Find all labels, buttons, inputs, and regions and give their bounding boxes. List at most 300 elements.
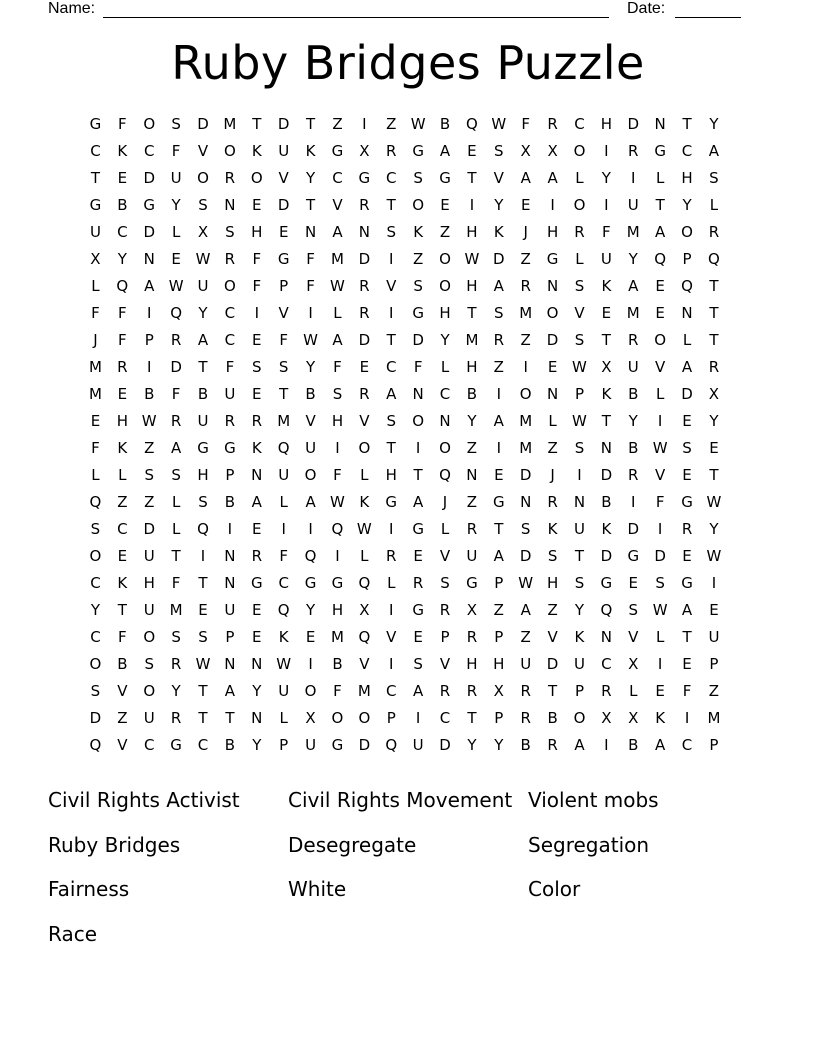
grid-letter: T (117, 601, 127, 619)
grid-letter: D (546, 331, 559, 349)
grid-letter: I (415, 439, 421, 457)
grid-letter: M (88, 385, 102, 403)
grid-letter: M (88, 358, 102, 376)
grid-letter: H (116, 412, 128, 430)
grid-letter: T (225, 709, 235, 727)
grid-letter: G (412, 601, 424, 619)
grid-letter: E (198, 601, 208, 619)
grid-letter: S (198, 628, 208, 646)
grid-letter: M (330, 250, 344, 268)
grid-letter: E (709, 439, 719, 457)
grid-letter: U (520, 655, 532, 673)
grid-letter: F (171, 142, 181, 160)
grid-row (82, 705, 754, 732)
grid-letter: D (493, 250, 505, 268)
grid-letter: O (439, 250, 451, 268)
word-list-item: Civil Rights Activist (48, 788, 240, 813)
grid-letter: D (143, 520, 155, 538)
grid-letter: Y (682, 196, 692, 214)
grid-letter: O (304, 682, 317, 700)
word-list-row (48, 823, 768, 868)
grid-letter: N (600, 628, 612, 646)
grid-letter: I (227, 520, 233, 538)
grid-letter: R (466, 682, 478, 700)
grid-letter: H (251, 223, 263, 241)
grid-letter: U (278, 466, 290, 484)
grid-letter: V (547, 628, 558, 646)
grid-letter: M (519, 304, 533, 322)
grid-letter: O (331, 709, 344, 727)
grid-letter: I (308, 520, 313, 538)
grid-letter: T (467, 709, 477, 727)
grid-letter: Q (304, 547, 317, 565)
word-list-item: Race (48, 921, 98, 946)
name-blank-line (103, 17, 609, 18)
grid-letter: A (305, 493, 316, 511)
grid-letter: R (251, 412, 262, 430)
grid-letter: L (333, 304, 342, 322)
grid-letter: L (91, 277, 100, 295)
grid-letter: Y (494, 196, 504, 214)
grid-letter: X (601, 358, 612, 376)
grid-letter: C (143, 142, 155, 160)
grid-letter: S (90, 520, 101, 538)
grid-letter: S (440, 574, 450, 592)
grid-letter: Y (198, 304, 208, 322)
grid-letter: Z (117, 709, 128, 727)
grid-letter: E (305, 628, 316, 646)
grid-letter: D (600, 466, 613, 484)
grid-letter: M (277, 412, 291, 430)
grid-letter: T (198, 358, 208, 376)
grid-letter: K (547, 520, 558, 538)
grid-letter: O (573, 709, 586, 727)
grid-letter: R (359, 385, 370, 403)
grid-letter: V (655, 466, 666, 484)
grid-letter: P (279, 277, 289, 295)
grid-letter: O (143, 682, 156, 700)
grid-letter: S (171, 628, 181, 646)
grid-letter: E (601, 304, 612, 322)
grid-letter: I (523, 358, 528, 376)
grid-letter: K (305, 142, 316, 160)
grid-letter: Z (386, 115, 397, 133)
grid-letter: T (386, 196, 396, 214)
grid-letter: I (389, 601, 394, 619)
grid-letter: Q (277, 601, 290, 619)
grid-letter: S (278, 358, 289, 376)
grid-letter: Y (628, 250, 638, 268)
grid-letter: R (466, 520, 478, 538)
grid-letter: C (117, 520, 128, 538)
grid-row (82, 651, 754, 678)
grid-letter: D (627, 520, 640, 538)
grid-letter: R (224, 412, 236, 430)
grid-letter: S (520, 520, 531, 538)
grid-letter: F (91, 439, 100, 457)
grid-letter: Y (305, 601, 316, 619)
grid-letter: A (197, 331, 209, 349)
grid-letter: A (413, 493, 424, 511)
grid-letter: N (573, 493, 586, 511)
grid-letter: D (358, 331, 371, 349)
grid-letter: G (304, 574, 317, 592)
grid-letter: V (439, 547, 451, 565)
grid-letter: P (574, 682, 584, 700)
grid-letter: G (89, 115, 102, 133)
grid-letter: R (224, 250, 236, 268)
grid-letter: S (574, 439, 585, 457)
grid-letter: O (143, 628, 156, 646)
grid-letter: Y (171, 196, 181, 214)
grid-letter: G (681, 493, 693, 511)
grid-letter: O (304, 466, 317, 484)
grid-letter: O (358, 709, 371, 727)
grid-letter: I (550, 196, 555, 214)
grid-letter: F (91, 304, 100, 322)
grid-letter: E (520, 196, 531, 214)
grid-row (82, 219, 754, 246)
grid-letter: E (467, 142, 477, 160)
grid-letter: E (117, 547, 128, 565)
grid-letter: Y (709, 115, 719, 133)
grid-letter: V (628, 628, 639, 646)
word-list-row (48, 778, 768, 823)
grid-letter: U (466, 547, 478, 565)
grid-letter: Y (601, 169, 611, 187)
grid-letter: U (89, 223, 101, 241)
grid-letter: Y (709, 520, 719, 538)
grid-letter: W (518, 574, 534, 592)
grid-letter: U (224, 601, 236, 619)
grid-letter: P (709, 655, 719, 673)
grid-letter: K (117, 574, 128, 592)
grid-letter: L (575, 250, 584, 268)
grid-letter: E (252, 601, 262, 619)
grid-letter: T (198, 682, 208, 700)
grid-letter: S (144, 655, 154, 673)
grid-letter: Y (171, 682, 181, 700)
grid-letter: C (117, 223, 128, 241)
grid-letter: P (144, 331, 154, 349)
grid-letter: Q (89, 736, 102, 754)
grid-letter: B (628, 736, 639, 754)
grid-letter: H (466, 358, 478, 376)
grid-letter: B (628, 385, 639, 403)
grid-letter: A (170, 439, 182, 457)
grid-letter: N (224, 574, 236, 592)
grid-letter: J (523, 223, 528, 241)
grid-letter: R (520, 682, 531, 700)
grid-letter: B (332, 655, 343, 673)
grid-letter: Q (708, 250, 720, 268)
grid-letter: M (626, 304, 640, 322)
grid-letter: E (413, 628, 423, 646)
grid-letter: M (465, 331, 479, 349)
grid-letter: O (89, 655, 102, 673)
grid-letter: X (90, 250, 101, 268)
grid-letter: U (224, 385, 236, 403)
grid-letter: E (709, 601, 719, 619)
grid-letter: T (682, 115, 692, 133)
grid-letter: Z (117, 493, 128, 511)
grid-letter: X (466, 601, 478, 619)
grid-letter: R (547, 115, 558, 133)
grid-letter: F (655, 493, 665, 511)
grid-letter: W (572, 412, 587, 430)
grid-letter: R (170, 331, 182, 349)
grid-letter: W (491, 115, 507, 133)
grid-letter: U (627, 196, 639, 214)
grid-letter: I (496, 385, 502, 403)
grid-letter: A (493, 547, 504, 565)
grid-letter: I (389, 250, 394, 268)
grid-letter: D (143, 169, 155, 187)
grid-letter: O (358, 439, 371, 457)
grid-letter: T (413, 466, 423, 484)
grid-row (82, 408, 754, 435)
grid-letter: M (223, 115, 237, 133)
grid-letter: I (496, 439, 502, 457)
grid-letter: X (628, 709, 639, 727)
grid-letter: V (117, 736, 128, 754)
grid-letter: J (442, 493, 448, 511)
grid-letter: W (168, 277, 184, 295)
grid-letter: O (250, 169, 263, 187)
date-blank-line (675, 17, 741, 18)
grid-letter: L (360, 547, 369, 565)
grid-letter: U (278, 142, 290, 160)
grid-letter: D (627, 115, 640, 133)
grid-letter: T (494, 520, 504, 538)
grid-letter: A (520, 601, 531, 619)
grid-letter: P (682, 250, 692, 268)
grid-letter: O (573, 196, 586, 214)
grid-letter: K (359, 493, 370, 511)
grid-letter: Q (358, 574, 371, 592)
grid-letter: Q (331, 520, 344, 538)
grid-letter: Z (547, 439, 558, 457)
grid-letter: E (413, 547, 423, 565)
grid-letter: T (386, 439, 396, 457)
word-list-item: Ruby Bridges (48, 832, 181, 857)
grid-letter: P (574, 385, 584, 403)
grid-letter: W (330, 493, 345, 511)
grid-letter: L (118, 466, 127, 484)
grid-row (82, 300, 754, 327)
grid-letter: I (604, 196, 609, 214)
grid-letter: H (331, 412, 344, 430)
grid-row (82, 462, 754, 489)
grid-letter: X (359, 601, 370, 619)
grid-letter: V (386, 277, 397, 295)
grid-letter: T (655, 196, 665, 214)
grid-letter: Z (466, 439, 478, 457)
grid-letter: T (305, 115, 316, 133)
grid-letter: T (601, 331, 611, 349)
grid-letter: B (305, 385, 316, 403)
grid-letter: G (412, 142, 424, 160)
grid-letter: O (573, 142, 586, 160)
grid-letter: R (251, 547, 262, 565)
grid-letter: D (197, 115, 209, 133)
grid-letter: V (278, 304, 289, 322)
grid-letter: R (170, 709, 182, 727)
grid-letter: Q (358, 628, 371, 646)
grid-letter: I (389, 655, 394, 673)
grid-letter: Z (493, 358, 504, 376)
grid-letter: L (91, 466, 100, 484)
grid-letter: G (385, 493, 398, 511)
grid-letter: L (171, 493, 181, 511)
grid-letter: S (413, 169, 423, 187)
grid-letter: P (494, 574, 504, 592)
grid-letter: K (601, 385, 612, 403)
grid-letter: S (90, 682, 101, 700)
grid-letter: I (657, 655, 663, 673)
word-list-item: Segregation (528, 832, 650, 857)
grid-letter: G (439, 169, 451, 187)
grid-letter: S (252, 358, 262, 376)
grid-letter: S (628, 601, 639, 619)
grid-letter: B (197, 385, 209, 403)
word-list-row (48, 867, 768, 912)
grid-letter: W (141, 412, 157, 430)
grid-letter: O (546, 304, 559, 322)
grid-letter: I (335, 547, 340, 565)
grid-letter: S (171, 466, 181, 484)
grid-letter: O (654, 331, 667, 349)
grid-letter: T (386, 331, 396, 349)
grid-letter: N (224, 547, 236, 565)
grid-letter: R (170, 412, 182, 430)
grid-row (82, 435, 754, 462)
grid-letter: I (684, 709, 690, 727)
grid-letter: F (682, 682, 692, 700)
grid-letter: I (254, 304, 259, 322)
grid-letter: E (252, 331, 262, 349)
grid-letter: R (439, 601, 451, 619)
grid-letter: G (143, 196, 156, 214)
grid-letter: G (358, 169, 371, 187)
grid-letter: W (410, 115, 426, 133)
grid-row (82, 732, 754, 759)
grid-letter: X (601, 709, 612, 727)
grid-letter: I (147, 358, 152, 376)
grid-letter: W (356, 520, 372, 538)
grid-letter: U (197, 277, 209, 295)
grid-letter: C (386, 682, 397, 700)
grid-letter: G (600, 574, 613, 592)
grid-letter: D (681, 385, 693, 403)
grid-letter: T (467, 169, 477, 187)
grid-letter: V (439, 655, 451, 673)
word-list-item: Violent mobs (528, 788, 659, 813)
grid-letter: H (546, 574, 559, 592)
grid-letter: H (600, 115, 612, 133)
grid-row (82, 327, 754, 354)
grid-letter: L (655, 628, 665, 646)
grid-letter: K (601, 520, 612, 538)
grid-letter: E (117, 385, 128, 403)
grid-letter: D (277, 196, 290, 214)
grid-letter: R (359, 304, 370, 322)
grid-letter: H (681, 169, 693, 187)
grid-letter: Y (252, 736, 262, 754)
grid-letter: M (626, 223, 640, 241)
grid-letter: O (89, 547, 102, 565)
grid-letter: R (439, 682, 451, 700)
grid-letter: Z (332, 115, 343, 133)
grid-letter: T (198, 709, 208, 727)
grid-letter: N (251, 466, 263, 484)
word-list-item: White (288, 877, 347, 902)
grid-letter: B (628, 439, 639, 457)
grid-letter: S (494, 304, 504, 322)
grid-letter: K (574, 628, 585, 646)
grid-letter: E (252, 628, 262, 646)
grid-letter: V (117, 682, 128, 700)
grid-letter: V (386, 628, 397, 646)
grid-letter: R (574, 223, 585, 241)
grid-letter: T (252, 115, 262, 133)
grid-letter: Q (385, 736, 398, 754)
grid-letter: W (652, 601, 668, 619)
grid-letter: E (117, 169, 128, 187)
grid-letter: Y (467, 736, 477, 754)
grid-letter: P (709, 736, 719, 754)
grid-letter: T (548, 682, 558, 700)
grid-letter: N (439, 412, 451, 430)
grid-letter: D (439, 736, 451, 754)
grid-letter: I (335, 439, 340, 457)
grid-letter: A (628, 277, 639, 295)
grid-letter: P (279, 736, 289, 754)
grid-letter: Y (305, 169, 316, 187)
grid-letter: T (682, 628, 692, 646)
grid-letter: R (117, 358, 128, 376)
grid-letter: O (412, 196, 425, 214)
grid-letter: B (117, 655, 128, 673)
grid-letter: W (195, 655, 211, 673)
grid-letter: F (333, 358, 342, 376)
grid-letter: B (547, 709, 558, 727)
grid-letter: C (224, 331, 236, 349)
grid-letter: P (225, 628, 235, 646)
grid-row (82, 138, 754, 165)
grid-letter: Z (547, 601, 558, 619)
grid-letter: S (413, 655, 423, 673)
grid-letter: I (389, 304, 394, 322)
grid-letter: Y (467, 412, 477, 430)
grid-letter: T (709, 466, 719, 484)
grid-letter: F (252, 277, 262, 295)
grid-letter: R (547, 736, 558, 754)
grid-letter: T (305, 196, 316, 214)
grid-letter: F (333, 466, 342, 484)
grid-letter: E (359, 358, 370, 376)
grid-letter: L (682, 331, 692, 349)
grid-letter: A (386, 385, 397, 403)
grid-letter: N (600, 439, 612, 457)
grid-letter: N (466, 466, 478, 484)
grid-letter: U (305, 736, 317, 754)
grid-letter: Z (520, 331, 531, 349)
grid-letter: M (519, 412, 533, 430)
grid-letter: H (197, 466, 209, 484)
grid-letter: Q (654, 250, 667, 268)
grid-letter: E (494, 466, 504, 484)
